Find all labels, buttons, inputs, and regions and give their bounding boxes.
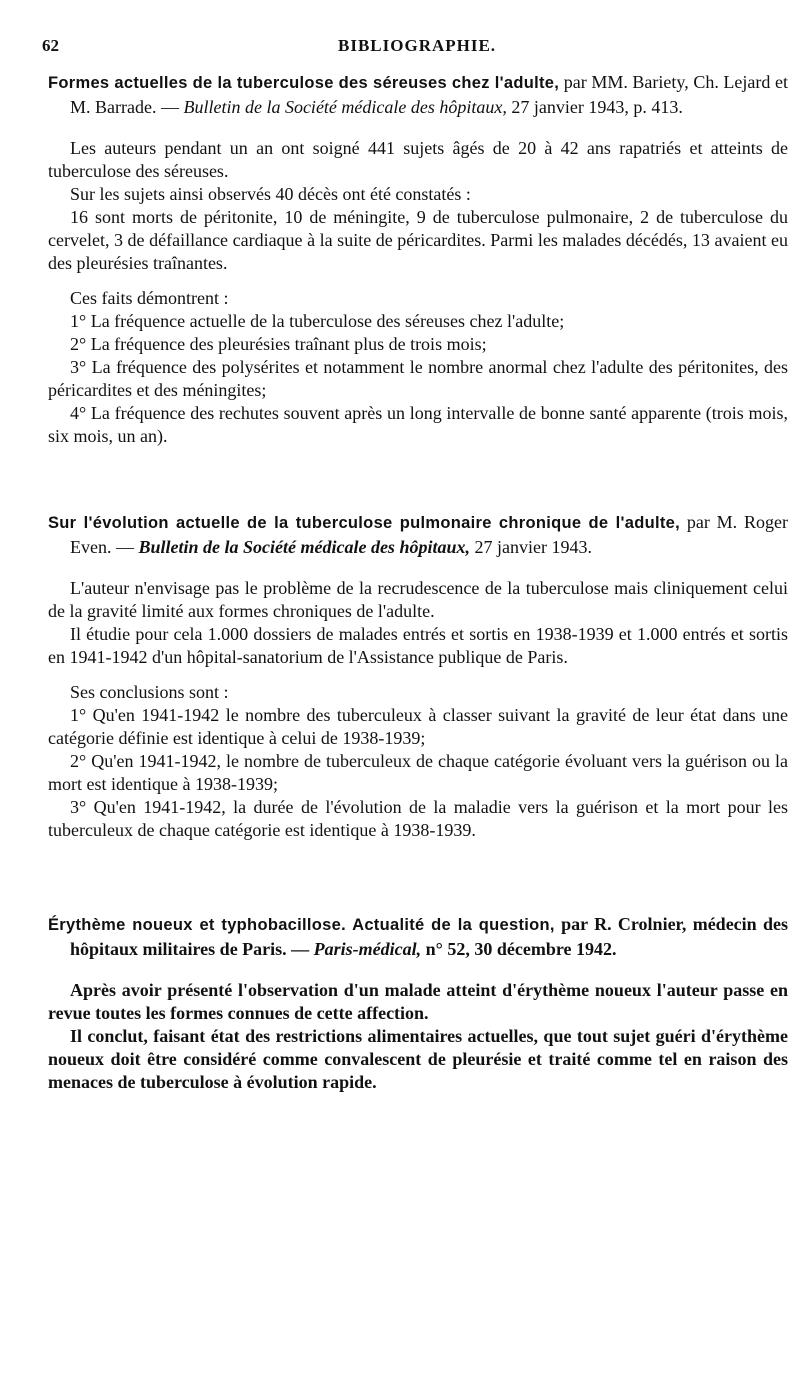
entry-paragraph: Sur les sujets ainsi observés 40 décès ont été constatés :: [70, 184, 471, 204]
entry-journal: Bulletin de la Société médicale des hôpitaux,: [138, 537, 470, 557]
entry-citation: [48, 912, 788, 961]
page-header: [42, 36, 788, 62]
entry-journal: Bulletin de la Société médicale des hôpitaux,: [183, 97, 507, 117]
page-number: 62: [42, 36, 59, 55]
entry-title: Érythème noueux et typhobacillose. Actualité de la question,: [48, 916, 555, 934]
entry-journal: Paris-médical,: [313, 939, 422, 959]
entry-authors: par MM. Bariety, Ch. Lejard et M. Barrade. —: [70, 72, 788, 117]
entry-paragraph: Ses conclusions sont :: [70, 682, 229, 702]
list-item: 3° La fréquence des polysérites et notamment le nombre anormal chez l'adulte des péritonites, des péricardites et des méningites;: [48, 357, 788, 400]
entry-paragraph: Ces faits démontrent :: [70, 288, 229, 308]
entry-title: Sur l'évolution actuelle de la tuberculose pulmonaire chronique de l'adulte,: [48, 514, 681, 532]
bibliography-entry-1: [48, 70, 788, 448]
entry-authors: par R. Crolnier, médecin des hôpitaux militaires de Paris. —: [70, 914, 788, 959]
list-item: 4° La fréquence des rechutes souvent après un long intervalle de bonne santé apparente (trois mois, six mois, un an).: [48, 403, 788, 446]
entry-citation: [48, 510, 788, 559]
list-item: 2° Qu'en 1941-1942, le nombre de tuberculeux de chaque catégorie évoluant vers la guérison ou la mort est identique à 1938-1939;: [48, 751, 788, 794]
entry-paragraph: Les auteurs pendant un an ont soigné 441 sujets âgés de 20 à 42 ans rapatriés et atteints de tuberculose des séreuses.: [48, 138, 788, 181]
list-item: 1° La fréquence actuelle de la tuberculose des séreuses chez l'adulte;: [70, 311, 565, 331]
entry-paragraph: Il conclut, faisant état des restrictions alimentaires actuelles, que tout sujet guéri d'érythème noueux doit être considéré comme convalescent de pleurésie et traité comme tel en raison des menaces de tuberculose à évolution rapide.: [48, 1026, 788, 1092]
list-item: 2° La fréquence des pleurésies traînant plus de trois mois;: [70, 334, 487, 354]
entry-citation: [48, 70, 788, 119]
entry-date: 27 janvier 1943, p. 413.: [511, 97, 683, 117]
list-item: 1° Qu'en 1941-1942 le nombre des tuberculeux à classer suivant la gravité de leur état dans une catégorie définie est identique à celui de 1938-1939;: [48, 705, 788, 748]
entry-paragraph: Après avoir présenté l'observation d'un malade atteint d'érythème noueux l'auteur passe en revue toutes les formes connues de cette affection.: [48, 980, 788, 1023]
bibliography-entry-3: [48, 912, 788, 1094]
entry-date: n° 52, 30 décembre 1942.: [425, 939, 617, 959]
bibliography-entry-2: [48, 510, 788, 842]
entry-authors: par M. Roger Even. —: [70, 512, 789, 557]
entry-paragraph: L'auteur n'envisage pas le problème de la recrudescence de la tuberculose mais cliniquement celui de la gravité limité aux formes chroniques de l'adulte.: [48, 578, 788, 621]
entry-date: 27 janvier 1943.: [474, 537, 592, 557]
entry-paragraph: 16 sont morts de péritonite, 10 de méningite, 9 de tuberculose pulmonaire, 2 de tuberculose du cervelet, 3 de défaillance cardiaque à la suite de péricardites. Parmi les malades décédés, 13 avaient eu des pleurésies traînantes.: [48, 207, 788, 273]
entry-paragraph: Il étudie pour cela 1.000 dossiers de malades entrés et sortis en 1938-1939 et 1.000 entrés et sortis en 1941-1942 d'un hôpital-sanatorium de l'Assistance publique de Paris.: [48, 624, 788, 667]
running-title: BIBLIOGRAPHIE.: [338, 36, 497, 55]
list-item: 3° Qu'en 1941-1942, la durée de l'évolution de la maladie vers la guérison et la mort pour les tuberculeux de chaque catégorie est identique à 1938-1939.: [48, 797, 788, 840]
document-page: [42, 36, 789, 1094]
entry-title: Formes actuelles de la tuberculose des séreuses chez l'adulte,: [48, 74, 560, 92]
